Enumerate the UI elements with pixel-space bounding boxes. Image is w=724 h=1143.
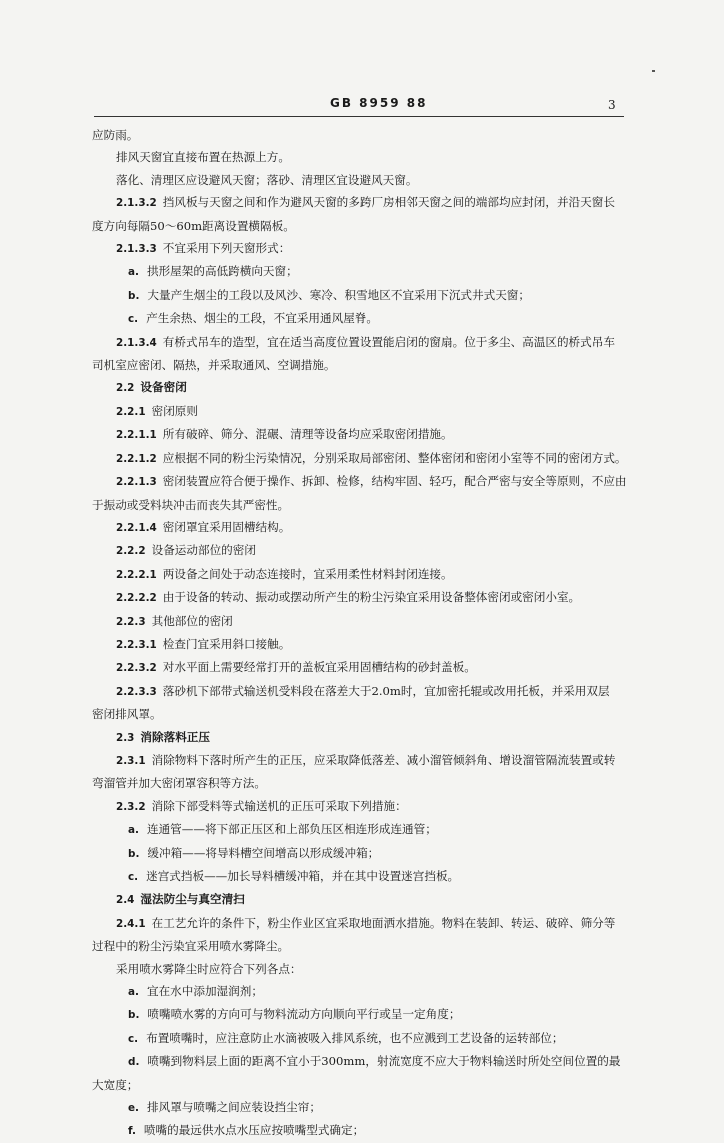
header-rule xyxy=(94,116,624,117)
text-line xyxy=(92,146,630,168)
clause-number: 2.2.1.4 xyxy=(116,521,157,534)
text-line xyxy=(92,795,630,818)
item-label: a. xyxy=(128,824,139,837)
text-line xyxy=(92,376,630,399)
text-line xyxy=(92,260,630,283)
text-line xyxy=(92,818,630,841)
clause-number: 2.2.3.3 xyxy=(116,685,157,698)
item-label: b. xyxy=(128,1009,140,1022)
item-label: c. xyxy=(128,871,139,883)
line-text: 喷嘴到物料层上面的距离不宜小于300mm，射流宽度不应大于物料输送时所处空间位置的最 xyxy=(147,1054,621,1069)
line-text: 对水平面上需要经常打开的盖板宜采用固槽结构的砂封盖板。 xyxy=(162,660,476,675)
line-text: 密闭原则 xyxy=(151,403,198,418)
text-line xyxy=(92,865,630,888)
line-text: 产生余热、烟尘的工段，不宜采用通风屋脊。 xyxy=(146,311,378,326)
body-text xyxy=(92,124,630,1143)
line-text: 检查门宜采用斜口接触。 xyxy=(162,636,291,651)
text-line xyxy=(92,470,630,493)
clause-number: 2.3 xyxy=(116,731,135,744)
line-text: 度方向每隔50～60m距离设置横隔板。 xyxy=(92,218,295,233)
line-text: 落化、清理区应设避风天窗；落砂、清理区宜设避风天窗。 xyxy=(116,172,418,187)
text-line xyxy=(92,980,630,1003)
line-text: 密闭排风罩。 xyxy=(92,707,162,722)
text-line xyxy=(92,772,630,794)
scan-speck xyxy=(652,70,655,72)
text-line xyxy=(92,1050,630,1073)
line-text: 由于设备的转动、振动或摆动所产生的粉尘污染宜采用设备整体密闭或密闭小室。 xyxy=(162,590,581,605)
clause-number: 2.2.1.3 xyxy=(116,476,157,489)
line-text: 排风天窗宜直接布置在热源上方。 xyxy=(116,150,290,165)
text-line xyxy=(92,169,630,191)
line-text: 挡风板与天窗之间和作为避风天窗的多跨厂房相邻天窗之间的端部均应封闭，并沿天窗长 xyxy=(162,195,615,210)
line-text: 消除下部受料等式输送机的正压可采取下列措施： xyxy=(151,798,407,813)
line-text: 于振动或受料块冲击而丧失其严密性。 xyxy=(92,497,290,512)
line-text: 有桥式吊车的造型，宜在适当高度位置设置能启闭的窗扇。位于多尘、高温区的桥式吊车 xyxy=(162,334,615,349)
line-text: 应根据不同的粉尘污染情况，分别采取局部密闭、整体密闭和密闭小室等不同的密闭方式。 xyxy=(162,450,627,465)
line-text: 设备密闭 xyxy=(140,380,187,395)
clause-number: 2.1.3.3 xyxy=(116,243,157,256)
line-text: 过程中的粉尘污染宜采用喷水雾降尘。 xyxy=(92,939,290,954)
line-text: 缓冲箱——将导料槽空间增高以形成缓冲箱； xyxy=(147,845,380,860)
text-line xyxy=(92,307,630,330)
line-text: 其他部位的密闭 xyxy=(151,613,233,628)
line-text: 连通管——将下部正压区和上部负压区相连形成连通管； xyxy=(146,822,437,837)
clause-number: 2.2.3.1 xyxy=(116,638,157,651)
clause-number: 2.2.1.2 xyxy=(116,452,157,465)
line-text: 不宜采用下列天窗形式： xyxy=(162,241,291,256)
text-line xyxy=(92,726,630,749)
item-label: b. xyxy=(128,289,140,302)
text-line xyxy=(92,586,630,609)
line-text: 喷嘴喷水雾的方向可与物料流动方向顺向平行或呈一定角度； xyxy=(147,1007,461,1022)
line-text: 设备运动部位的密闭 xyxy=(151,543,256,558)
text-line xyxy=(92,516,630,539)
line-text: 所有破碎、筛分、混碾、清理等设备均应采取密闭措施。 xyxy=(162,427,453,442)
text-line xyxy=(92,680,630,703)
text-line xyxy=(92,749,630,772)
text-line xyxy=(92,935,630,957)
text-line xyxy=(92,1119,630,1142)
line-text: 在工艺允许的条件下，粉尘作业区宜采取地面洒水措施。物料在装卸、转运、破碎、筛分等 xyxy=(151,915,616,930)
item-label: a. xyxy=(128,986,139,999)
item-label: c. xyxy=(128,1032,139,1045)
text-line xyxy=(92,610,630,633)
line-text: 司机室应密闭、隔热，并采取通风、空调措施。 xyxy=(92,358,336,373)
line-text: 迷宫式挡板——加长导料槽缓冲箱，并在其中设置迷宫挡板。 xyxy=(146,869,460,883)
line-text: 落砂机下部带式输送机受料段在落差大于2.0m时，宜加密托辊或改用托板，并采用双层 xyxy=(162,683,610,698)
text-line xyxy=(92,284,630,307)
line-text: 大量产生烟尘的工段以及风沙、寒冷、积雪地区不宜采用下沉式井式天窗； xyxy=(147,287,530,302)
clause-number: 2.1.3.2 xyxy=(116,197,157,210)
line-text: 应防雨。 xyxy=(92,128,139,142)
text-line xyxy=(92,400,630,423)
line-text: 宜在水中添加湿润剂； xyxy=(146,984,263,999)
text-line xyxy=(92,331,630,354)
clause-number: 2.4 xyxy=(116,894,135,907)
line-text: 弯溜管并加大密闭罩容积等方法。 xyxy=(92,776,266,791)
clause-number: 2.3.1 xyxy=(116,754,146,767)
text-line xyxy=(92,1074,630,1096)
text-line xyxy=(92,1027,630,1050)
line-text: 两设备之间处于动态连接时，宜采用柔性材料封闭连接。 xyxy=(162,566,453,581)
text-line xyxy=(92,215,630,237)
item-label: b. xyxy=(128,847,140,860)
text-line xyxy=(92,703,630,725)
item-label: c. xyxy=(128,313,139,326)
line-text: 密闭罩宜采用固槽结构。 xyxy=(162,519,291,534)
text-line xyxy=(92,563,630,586)
text-line xyxy=(92,191,630,214)
line-text: 消除落料正压 xyxy=(140,729,210,744)
line-text: 大宽度； xyxy=(92,1077,139,1092)
text-line xyxy=(92,237,630,260)
clause-number: 2.2.1.1 xyxy=(116,429,157,442)
clause-number: 2.4.1 xyxy=(116,917,146,930)
clause-number: 2.1.3.4 xyxy=(116,336,157,349)
clause-number: 2.2.2 xyxy=(116,545,146,558)
line-text: 喷嘴的最远供水点水压应按喷嘴型式确定； xyxy=(143,1123,365,1138)
clause-number: 2.3.2 xyxy=(116,800,146,813)
line-text: 排风罩与喷嘴之间应装设挡尘帘； xyxy=(147,1100,321,1115)
text-line xyxy=(92,124,630,146)
text-line xyxy=(92,888,630,911)
item-label: d. xyxy=(128,1056,140,1069)
text-line xyxy=(92,912,630,935)
line-text: 湿法防尘与真空清扫 xyxy=(140,892,245,907)
line-text: 采用喷水雾降尘时应符合下列各点： xyxy=(116,961,302,976)
text-line xyxy=(92,1003,630,1026)
clause-number: 2.2.3.2 xyxy=(116,662,157,675)
text-line xyxy=(92,656,630,679)
line-text: 布置喷嘴时，应注意防止水滴被吸入排风系统，也不应溅到工艺设备的运转部位； xyxy=(146,1030,564,1045)
line-text: 拱形屋架的高低跨横向天窗； xyxy=(146,264,298,279)
text-line xyxy=(92,539,630,562)
standard-number: GB 8959 88 xyxy=(330,96,428,110)
text-line xyxy=(92,842,630,865)
clause-number: 2.2.2.1 xyxy=(116,568,157,581)
text-line xyxy=(92,1096,630,1119)
clause-number: 2.2 xyxy=(116,382,135,395)
item-label: f. xyxy=(128,1125,136,1138)
clause-number: 2.2.3 xyxy=(116,615,146,628)
line-text: 消除物料下落时所产生的正压，应采取降低落差、减小溜管倾斜角、增设溜管隔流装置或转 xyxy=(151,752,616,767)
text-line xyxy=(92,633,630,656)
text-line xyxy=(92,494,630,516)
text-line xyxy=(92,423,630,446)
item-label: a. xyxy=(128,266,139,279)
item-label: e. xyxy=(128,1102,139,1115)
line-text: 密闭装置应符合便于操作、拆卸、检修，结构牢固、轻巧，配合严密与安全等原则，不应由 xyxy=(162,474,627,489)
page-number: 3 xyxy=(608,98,616,112)
text-line xyxy=(92,354,630,376)
clause-number: 2.2.2.2 xyxy=(116,592,157,605)
text-line xyxy=(92,447,630,470)
clause-number: 2.2.1 xyxy=(116,405,146,418)
text-line xyxy=(92,958,630,980)
